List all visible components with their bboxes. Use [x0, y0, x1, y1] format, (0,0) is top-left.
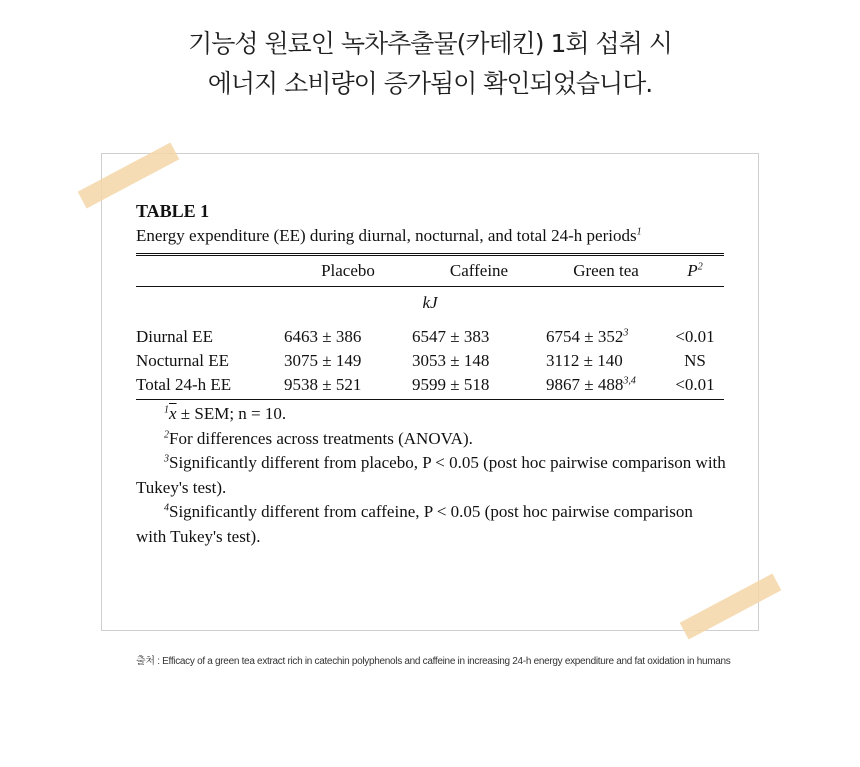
source-citation: 출처 : Efficacy of a green tea extract rich in catechin polyphenols and caffeine in increasing 24-h energy expenditure and fat oxidation in humans: [136, 656, 731, 667]
unit-label: kJ: [422, 293, 438, 312]
table-row: Total 24-h EE 9538 ± 521 9599 ± 518 $9867 \pm 488^{3,4}$ <0.01: [136, 373, 724, 400]
table-footnotes: [136, 402, 726, 549]
table-document: [136, 200, 726, 549]
header-blank: [136, 255, 284, 287]
footnote-3: $^3$Significantly different from placebo, P < 0.05 (post hoc pairwise comparison with Tukey's test).: [136, 453, 726, 497]
table-header-row: [136, 255, 724, 287]
header-caffeine: Caffeine: [412, 255, 546, 287]
headline-line-2: 에너지 소비량이 증가됨이 확인되었습니다.: [207, 69, 653, 98]
footnote-1: $^1\overline{x}$ ± SEM; n = 10.: [164, 404, 287, 423]
footnote-2: $^2$For differences across treatments (ANOVA).: [164, 428, 473, 448]
table-caption: Energy expenditure (EE) during diurnal, nocturnal, and total 24-h periods$^1$: [136, 226, 642, 245]
caption-footnote-mark: 1: [636, 226, 642, 238]
table-row: Nocturnal EE 3075 ± 149 3053 ± 148 3112 ± 140 NS: [136, 351, 706, 370]
table-number: TABLE 1: [136, 201, 210, 221]
header-p: $P^2$: [666, 255, 724, 287]
header-placebo: Placebo: [284, 255, 412, 287]
energy-expenditure-table: [136, 253, 724, 400]
footnote-4: $^4$Significantly different from caffeine, P < 0.05 (post hoc pairwise comparison with Tukey's test).: [136, 502, 693, 546]
header-green-tea: Green tea: [546, 255, 666, 287]
table-row: Diurnal EE 6463 ± 386 6547 ± 383 $6754 \pm 352^3$ <0.01: [136, 327, 715, 346]
headline-line-1: 기능성 원료인 녹차추출물(카테킨) 1회 섭취 시: [188, 29, 672, 58]
headline: [0, 24, 860, 104]
